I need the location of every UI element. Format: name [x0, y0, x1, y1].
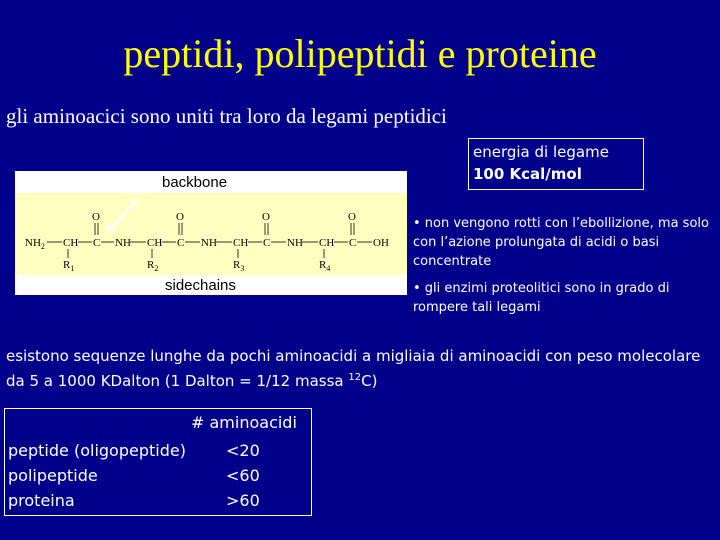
- chain-atom: CH: [233, 237, 249, 249]
- chain-atom: $NH_2$: [25, 237, 45, 251]
- r-group: $R_2$: [147, 259, 159, 273]
- bullet-item: • non vengono rotti con l’ebollizione, ma solo con l’azione prolungata di acidi o basi concentrate: [413, 216, 709, 269]
- bullet-list: [413, 214, 713, 325]
- chain-atom: C: [349, 237, 357, 249]
- chain-atom: OH: [373, 237, 389, 249]
- chain-atom: C: [263, 237, 271, 249]
- sidechains-label: sidechains: [165, 277, 236, 294]
- row-label: proteina: [8, 491, 75, 510]
- energy-label: energia di legame: [473, 143, 609, 161]
- chain-atom: CH: [319, 237, 335, 249]
- oxygen-atom: O: [262, 211, 270, 223]
- r-group: $R_4$: [319, 259, 331, 273]
- r-group: $R_3$: [233, 259, 245, 273]
- paragraph-superscript: 12: [348, 372, 362, 383]
- chain-atom: NH: [201, 237, 217, 249]
- chain-atom: CH: [147, 237, 163, 249]
- oxygen-atom: O: [348, 211, 356, 223]
- row-value: <20: [226, 441, 260, 460]
- slide-title: peptidi, polipeptidi e proteine: [123, 31, 597, 76]
- chain-atom: NH: [115, 237, 131, 249]
- table-header: # aminoacidi: [191, 413, 297, 432]
- peptide-formula: [25, 211, 389, 273]
- energy-box: [468, 138, 644, 190]
- row-label: peptide (oligopeptide): [8, 441, 186, 460]
- aminoacid-table: [4, 408, 312, 516]
- r-group: $R_1$: [63, 259, 75, 273]
- peptide-diagram: [15, 171, 407, 295]
- chain-atom: CH: [63, 237, 79, 249]
- chain-atom: C: [93, 237, 101, 249]
- paragraph-tail: C): [361, 372, 378, 390]
- oxygen-atom: O: [176, 211, 184, 223]
- bullet-item: • gli enzimi proteolitici sono in grado di rompere tali legami: [413, 281, 670, 315]
- energy-value: 100 Kcal/mol: [473, 165, 582, 183]
- backbone-label: backbone: [162, 174, 228, 191]
- row-value: <60: [226, 466, 260, 485]
- row-value: >60: [226, 491, 260, 510]
- slide-subtitle: gli aminoacici sono uniti tra loro da legami peptidici: [6, 104, 447, 128]
- arrow-line: [111, 199, 137, 229]
- paragraph-text: esistono sequenze lunghe da pochi aminoacidi a migliaia di aminoacidi con peso molecolare da 5 a 1000 KDalton (1 Dalton = 1/12 massa: [6, 347, 701, 390]
- chain-atom: C: [177, 237, 185, 249]
- oxygen-atom: O: [92, 211, 100, 223]
- chain-atom: NH: [287, 237, 303, 249]
- paragraph: [6, 345, 716, 392]
- row-label: polipeptide: [8, 466, 98, 485]
